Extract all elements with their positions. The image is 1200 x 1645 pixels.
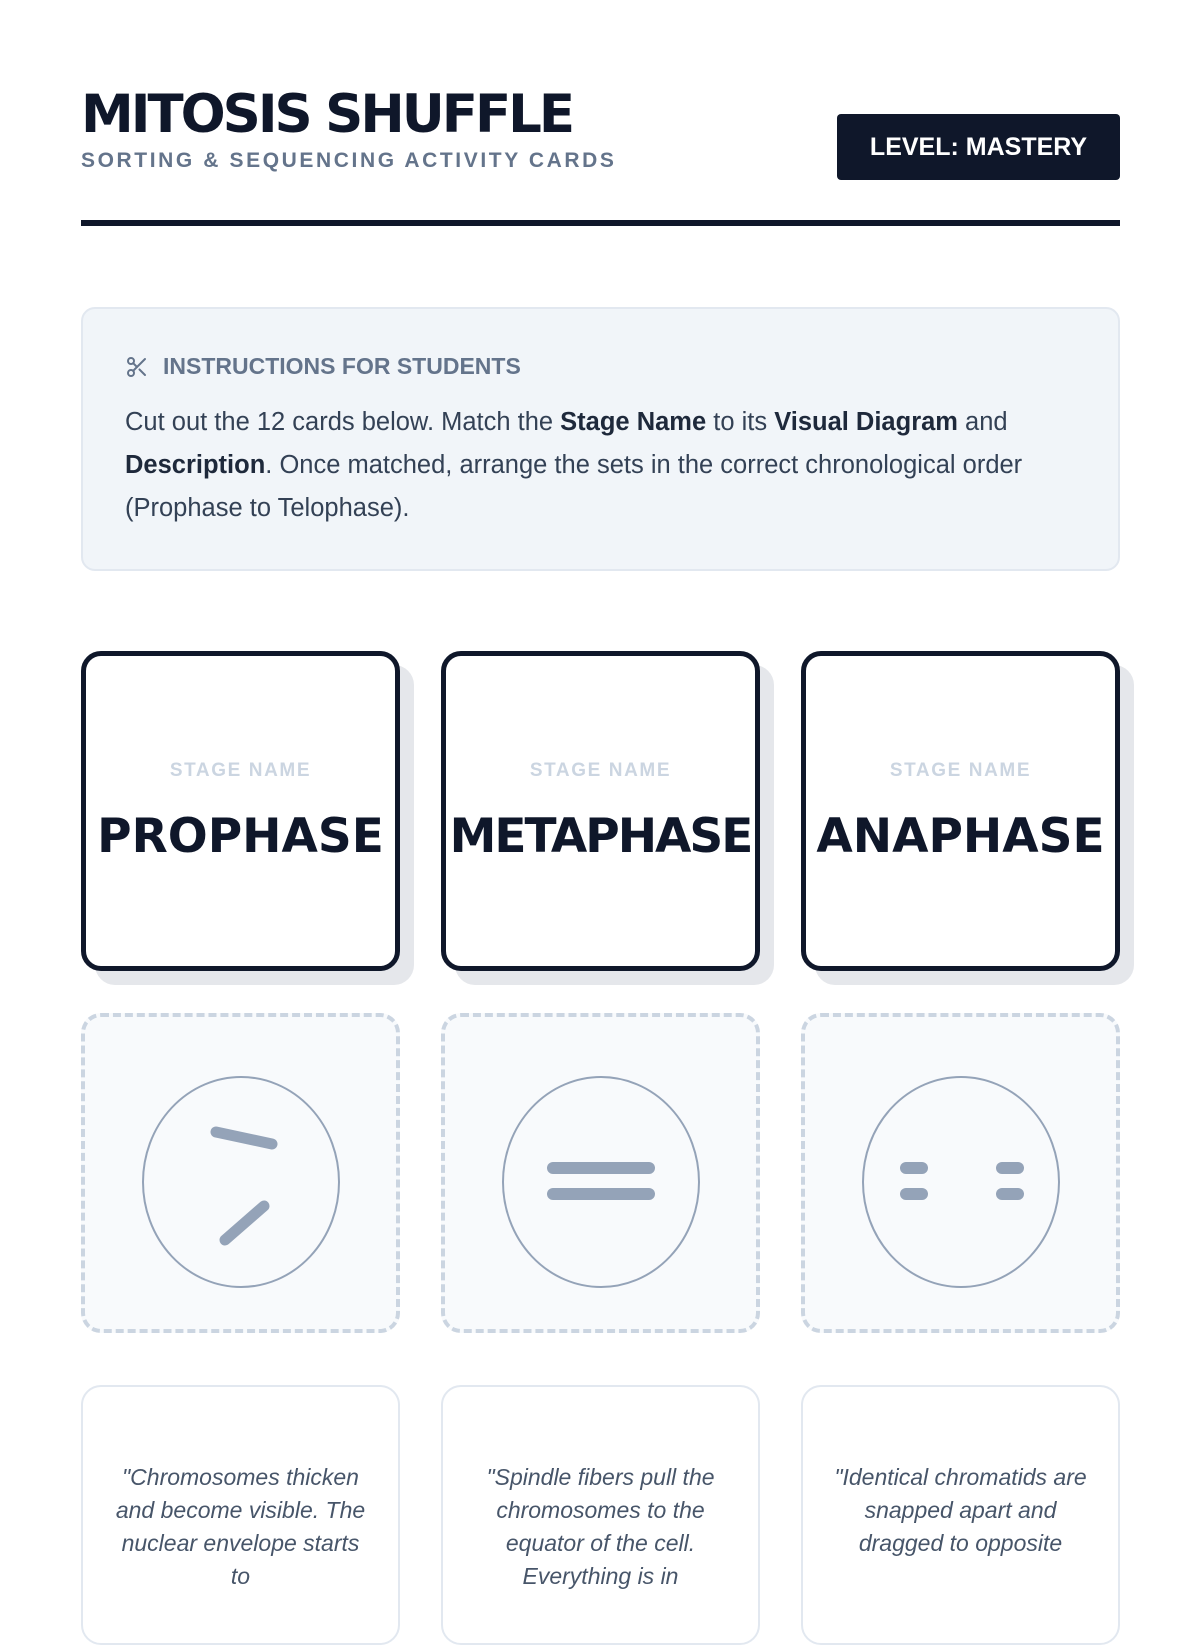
anaphase-cell-diagram-icon [805,1017,1116,1329]
page-title: MITOSIS SHUFFLE [81,84,573,145]
instructions-text: Cut out the 12 cards below. Match the Stage Name to its Visual Diagram and Description. Once matched, arrange the sets in the correct chronological order (Prophase to Telophase). [125,408,1023,522]
stage-name-card[interactable] [801,651,1120,971]
stage-name-card[interactable] [441,651,760,971]
diagram-card[interactable] [801,1013,1120,1333]
page-header [81,85,1120,227]
instructions-bold-stage-name: Stage Name [560,408,707,436]
stage-name-label: STAGE NAME [889,760,1032,781]
instructions-header [125,353,521,380]
stage-name-text: METAPHASE [449,809,752,864]
metaphase-cell-diagram-icon [445,1017,756,1329]
instructions-title: INSTRUCTIONS FOR STUDENTS [163,353,521,379]
instructions-bold-description: Description [125,451,266,479]
description-text: "Chromosomes thicken and become visible. The nuclear envelope starts to [115,1464,366,1589]
description-row [81,1385,1120,1645]
description-text: "Identical chromatids are snapped apart and dragged to opposite [834,1464,1087,1556]
header-divider [81,220,1120,226]
stage-name-text: PROPHASE [97,809,384,864]
diagram-card[interactable] [441,1013,760,1333]
scissors-icon [125,355,149,379]
page-subtitle: SORTING & SEQUENCING ACTIVITY CARDS [81,149,617,172]
description-text: "Spindle fibers pull the chromosomes to the equator of the cell. Everything is in [486,1464,715,1589]
instructions-bold-visual-diagram: Visual Diagram [774,408,958,436]
diagram-card[interactable] [81,1013,400,1333]
stage-name-label: STAGE NAME [529,760,672,781]
diagram-row [81,1013,1120,1333]
stage-name-label: STAGE NAME [169,760,312,781]
level-badge: LEVEL: MASTERY [837,114,1120,180]
instructions-panel [81,307,1120,571]
description-card[interactable] [441,1385,760,1645]
stage-name-card[interactable] [81,651,400,971]
prophase-cell-diagram-icon [85,1017,396,1329]
stage-name-text: ANAPHASE [816,809,1105,864]
stage-name-row [81,651,1120,971]
description-card[interactable] [801,1385,1120,1645]
description-card[interactable] [81,1385,400,1645]
